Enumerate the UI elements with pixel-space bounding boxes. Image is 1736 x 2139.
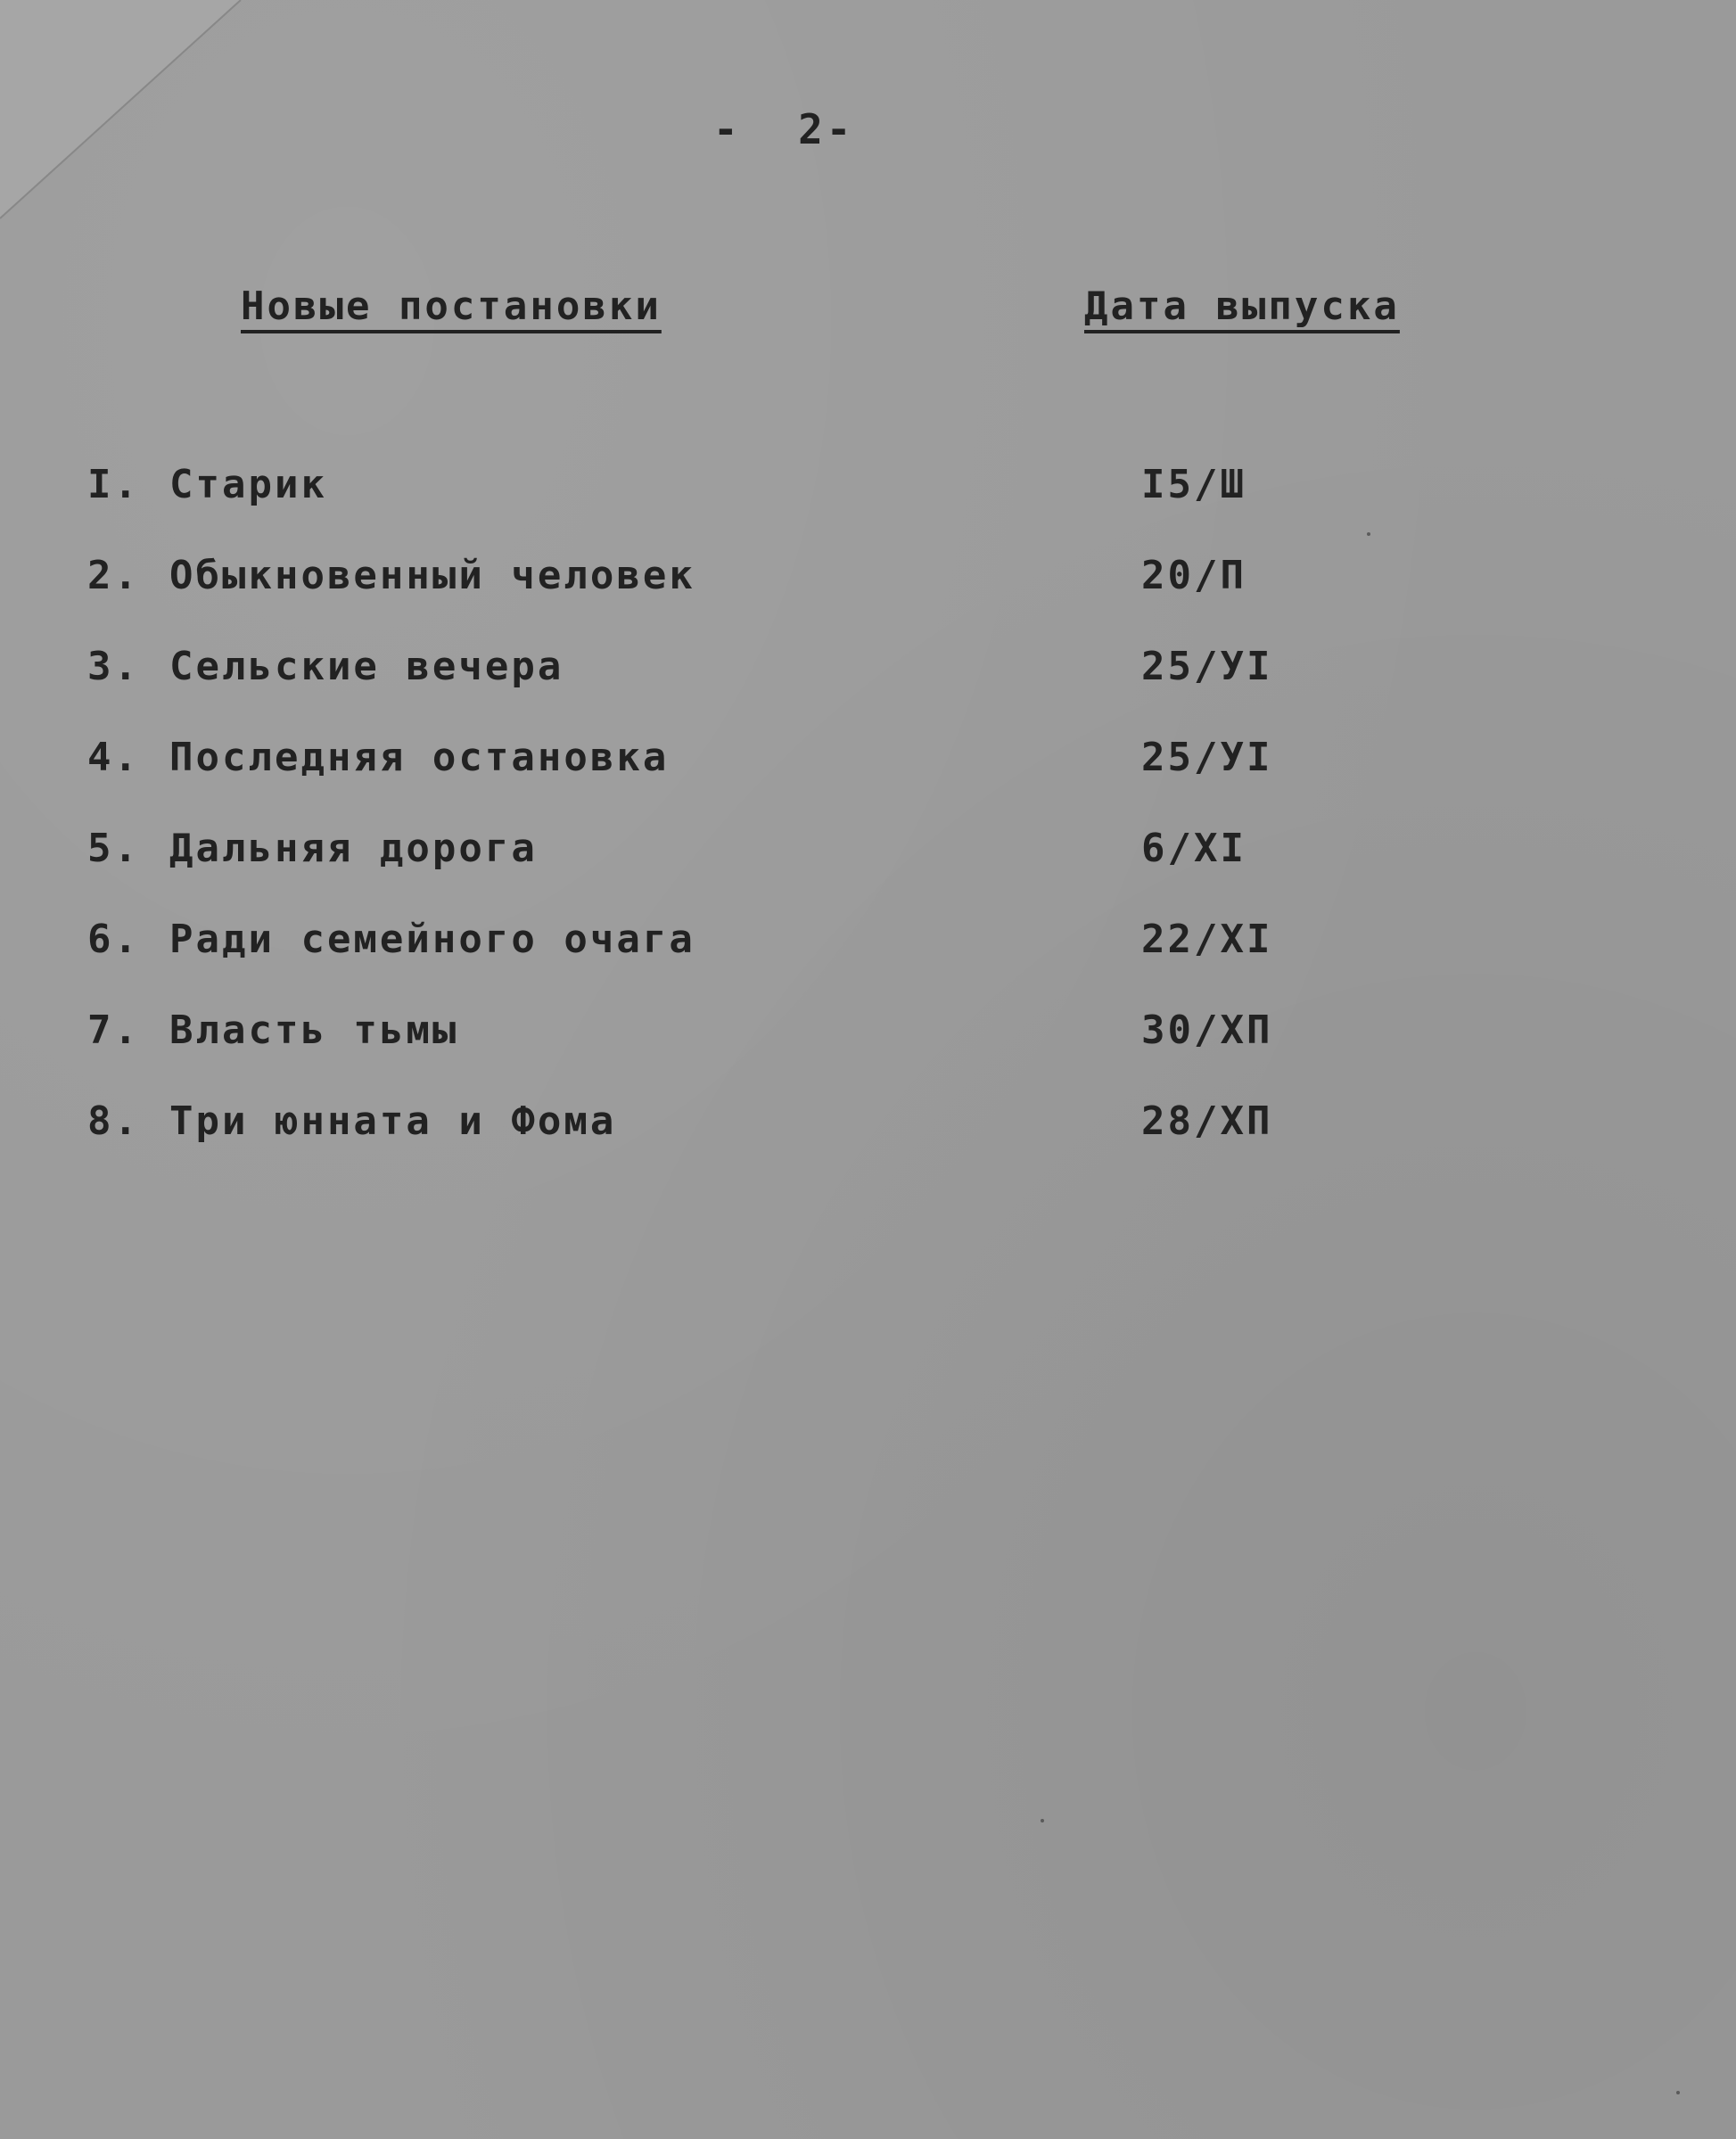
paper-speck	[1367, 532, 1370, 536]
item-date: 28/XП	[1141, 1098, 1273, 1144]
item-title: Три юнната и Фома	[169, 1098, 617, 1144]
item-title: Власть тьмы	[169, 1008, 459, 1053]
item-title: Последняя остановка	[169, 735, 670, 780]
list-item	[87, 735, 1425, 826]
item-date: 30/XП	[1141, 1008, 1273, 1053]
item-number: 4.	[87, 735, 140, 780]
item-title: Ради семейного очага	[169, 917, 695, 962]
page-number: - 2-	[713, 105, 855, 153]
item-number: I.	[87, 462, 140, 507]
item-number: 2.	[87, 553, 140, 598]
paper-speck	[1676, 2091, 1680, 2094]
item-number: 5.	[87, 826, 140, 871]
paper-speck	[1041, 1819, 1044, 1822]
productions-list	[87, 462, 1425, 1189]
list-item	[87, 917, 1425, 1008]
header-release-date: Дата выпуска	[1084, 284, 1400, 329]
item-date: 6/XI	[1141, 826, 1246, 871]
item-title: Дальняя дорога	[169, 826, 538, 871]
folded-corner	[0, 0, 250, 223]
list-item	[87, 1008, 1425, 1098]
header-new-productions: Новые постановки	[241, 284, 662, 329]
item-number: 3.	[87, 644, 140, 689]
list-item	[87, 644, 1425, 735]
item-date: 25/УI	[1141, 735, 1273, 780]
item-date: I5/Ш	[1141, 462, 1246, 507]
item-date: 22/XI	[1141, 917, 1273, 962]
item-title: Старик	[169, 462, 327, 507]
list-item	[87, 826, 1425, 917]
item-date: 25/УI	[1141, 644, 1273, 689]
item-date: 20/П	[1141, 553, 1246, 598]
list-item	[87, 1098, 1425, 1189]
list-item	[87, 553, 1425, 644]
item-number: 7.	[87, 1008, 140, 1053]
item-title: Обыкновенный человек	[169, 553, 695, 598]
item-number: 8.	[87, 1098, 140, 1144]
list-item	[87, 462, 1425, 553]
item-number: 6.	[87, 917, 140, 962]
item-title: Сельские вечера	[169, 644, 564, 689]
